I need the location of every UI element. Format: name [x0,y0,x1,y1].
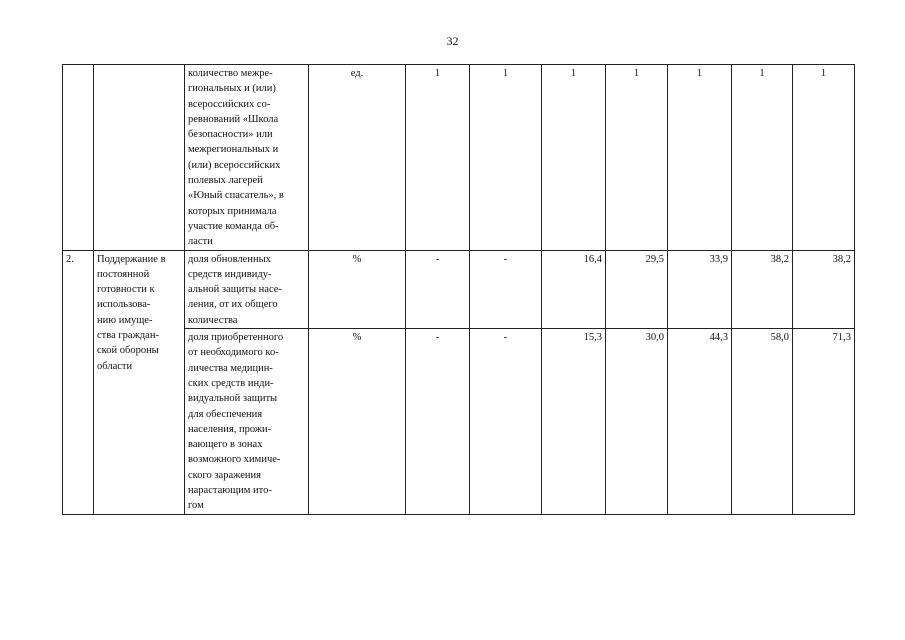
task-cell [94,65,185,251]
value-cell: 1 [606,65,668,251]
value-cell: 30,0 [606,329,668,515]
unit-cell: % [309,250,406,328]
value-cell: 29,5 [606,250,668,328]
value-cell: 1 [668,65,732,251]
row-number-cell: 2. [63,250,94,514]
value-cell: 38,2 [732,250,793,328]
value-cell: - [406,329,470,515]
table-row [63,250,855,328]
indicators-table [62,64,855,515]
value-cell: 1 [793,65,855,251]
value-cell: 1 [406,65,470,251]
value-cell: - [470,329,542,515]
row-number-cell [63,65,94,251]
value-cell: 38,2 [793,250,855,328]
value-cell: 58,0 [732,329,793,515]
value-cell: 44,3 [668,329,732,515]
page-number: 32 [446,34,459,48]
indicator-cell: количество межре- гиональных и (или) всероссийских со- ревнований «Школа безопасности» или межрегиональных и (или) всероссийских полевых лагерей «Юный спасатель», в которых принимала участие команда об- ласти [185,65,309,251]
value-cell: 1 [732,65,793,251]
unit-cell: ед. [309,65,406,251]
value-cell: - [406,250,470,328]
indicator-cell: доля обновленных средств индивиду- альной защиты насе- ления, от их общего количества [185,250,309,328]
value-cell: 33,9 [668,250,732,328]
table-row [63,65,855,251]
value-cell: 1 [542,65,606,251]
value-cell: 1 [470,65,542,251]
indicator-cell: доля приобретенного от необходимого ко- личества медицин- ских средств инди- видуальной защиты для обеспечения населения, прожи- вающего в зонах возможного химиче- ского заражения нарастающим ито- гом [185,329,309,515]
value-cell: 71,3 [793,329,855,515]
value-cell: 15,3 [542,329,606,515]
value-cell: 16,4 [542,250,606,328]
value-cell: - [470,250,542,328]
task-cell: Поддержание в постоянной готовности к использова- нию имуще- ства граждан- ской обороны области [94,250,185,514]
unit-cell: % [309,329,406,515]
